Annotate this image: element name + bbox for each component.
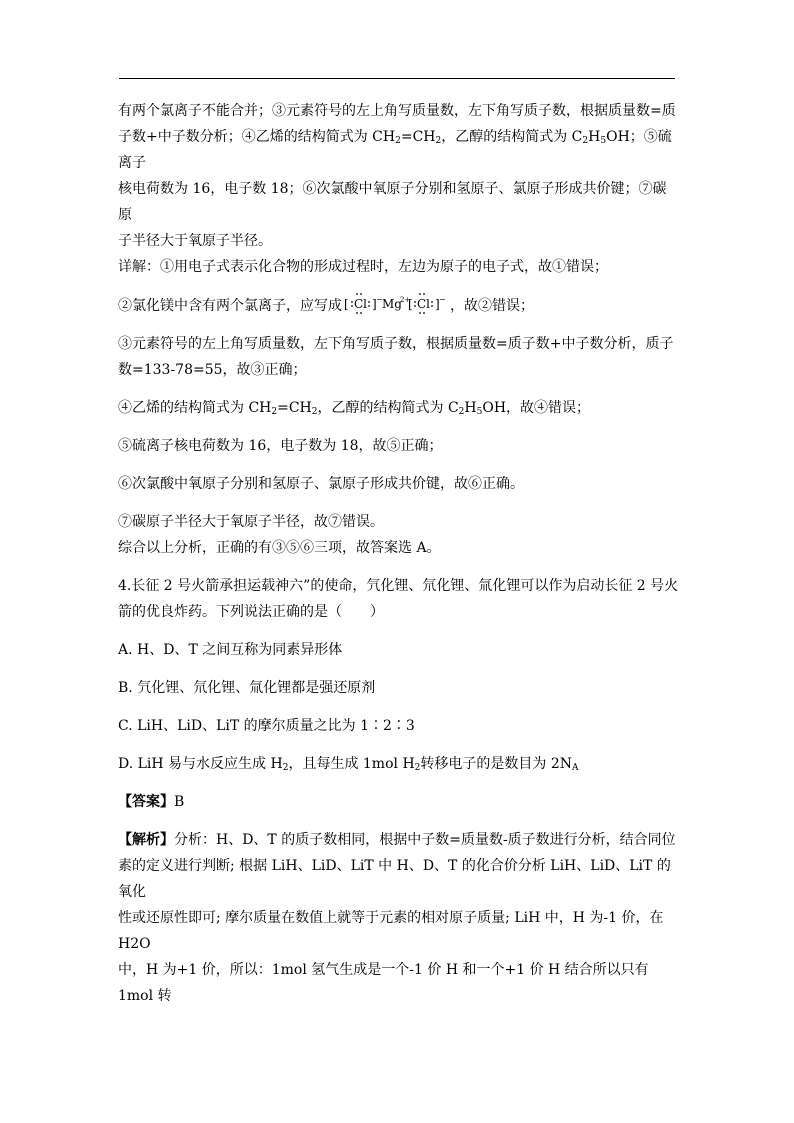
detail-line-6: ⑥次氯酸中氧原子分别和氢原子、氯原子形成共价键，故⑥正确。 [118, 476, 524, 492]
svg-text:[: [ [344, 297, 349, 311]
analysis4-line-3: 性或还原性即可; 摩尔质量在数值上就等于元素的相对原子质量; LiH 中，H 为-1 价，在 H2O [118, 910, 664, 952]
svg-text:]: ] [372, 297, 377, 311]
analysis4-line-4: 中，H 为+1 价，所以：1mol 氢气生成是一个-1 价 H 和一个+1 价 H 结合所以只有 1mol 转 [118, 962, 649, 1004]
option-a: A. H、D、T 之间互称为同素异形体 [118, 642, 343, 658]
question4-stem-2: 箭的优良炸药。下列说法正确的是（ ） [118, 604, 384, 620]
analysis-line-4: 子半径大于氧原子半径。 [118, 233, 272, 249]
analysis-line-3: 核电荷数为 16，电子数 18；⑥次氯酸中氧原子分别和氢原子、氯原子形成共价键；⑦碳原 [118, 181, 667, 223]
detail-line-7: ⑦碳原子半径大于氧原子半径，故⑦错误。 [118, 514, 384, 530]
document-body [118, 98, 680, 1009]
cl-right-symbol: Cl [417, 297, 431, 311]
detail-line-3b: 数=133-78=55，故③正确； [118, 362, 307, 378]
detail-line-5: ⑤硫离子核电荷数为 16，电子数为 18，故⑤正确； [118, 438, 443, 454]
answer-line: 【答案】B [118, 794, 185, 810]
mgcl2-electron-formula [344, 292, 448, 316]
detail-line-2: ②氯化镁中含有两个氯离子，应写成 [ Cl ] − Mg 2+ [ Cl ] − ，故②错误； [118, 292, 680, 319]
detail-line-1: 详解：①用电子式表示化合物的形成过程时，左边为原子的电子式，故①错误； [118, 259, 608, 275]
svg-text:]: ] [435, 297, 440, 311]
mg-symbol: Mg [382, 297, 402, 311]
analysis4-line-2: 素的定义进行判断; 根据 LiH、LiD、LiT 中 H、D、T 的化合价分析 LiH、LiD、LiT 的氧化 [118, 858, 671, 900]
analysis-line-2: 子数+中子数分析；④乙烯的结构简式为 $CH_2=CH_2$，乙醇的结构简式为 $C_2H_5OH$；⑤硫离子 [118, 129, 672, 171]
svg-text:[: [ [408, 297, 413, 311]
header-rule [119, 78, 675, 79]
question4-stem-1: 4.长征 2 号火箭承担运载神六”的使命，氕化锂、氘化锂、氚化锂可以作为启动长征 2 号火 [118, 578, 679, 594]
option-d: D. LiH 易与水反应生成 $H_2$，且每生成 1mol $H_2$转移电子的是数目为 $2N_A$ [118, 756, 579, 773]
svg-text:2+: 2+ [400, 296, 411, 304]
svg-text:−: − [439, 295, 446, 304]
option-b: B. 氕化锂、氘化锂、氚化锂都是强还原剂 [118, 680, 376, 696]
cl-left-symbol: Cl [354, 297, 368, 311]
analysis4-line-1: 【解析】分析：H、D、T 的质子数相同，根据中子数=质量数-质子数进行分析，结合同位 [118, 832, 676, 848]
option-c: C. LiH、LiD、LiT 的摩尔质量之比为 1∶2∶3 [118, 718, 415, 734]
detail-summary: 综合以上分析，正确的有③⑤⑥三项，故答案选 A。 [118, 540, 441, 556]
analysis-line-1: 有两个氯离子不能合并；③元素符号的左上角写质量数，左下角写质子数，根据质量数=质 [118, 103, 676, 119]
svg-text:−: − [376, 295, 383, 304]
detail-line-4: ④乙烯的结构简式为 $CH_2=CH_2$，乙醇的结构简式为 $C_2H_5OH$，故④错误； [118, 400, 591, 417]
detail-line-3a: ③元素符号的左上角写质量数，左下角写质子数，根据质量数=质子数+中子数分析，质子 [118, 336, 674, 352]
